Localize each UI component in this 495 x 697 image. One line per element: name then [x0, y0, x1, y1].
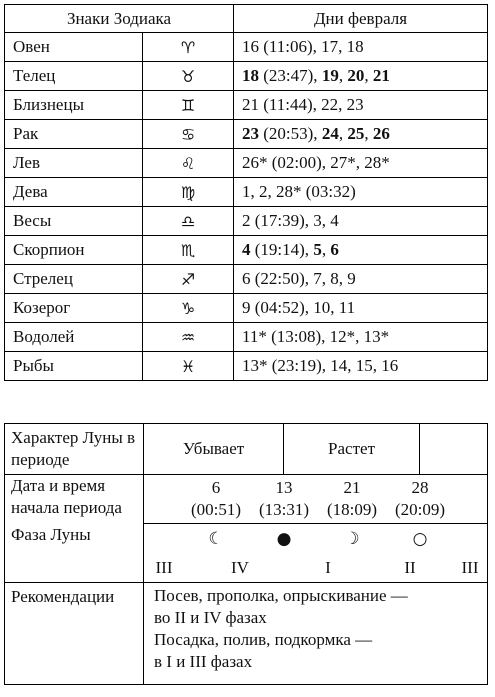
zodiac-sign-header: Знаки Зодиака	[5, 5, 234, 33]
phase-numeral: IV	[231, 558, 249, 577]
waning-cell: Убывает	[144, 424, 284, 475]
zodiac-days	[234, 62, 488, 91]
zodiac-days	[234, 323, 488, 352]
zodiac-sign-name: Весы	[5, 207, 143, 236]
day-text: 11* (13:08), 12*, 13*	[242, 327, 390, 346]
day-text: 26* (02:00), 27*, 28*	[242, 153, 390, 172]
bold-day: 4	[242, 240, 251, 259]
zodiac-row	[5, 236, 488, 265]
moon-phase-symbols	[144, 524, 487, 554]
period-start-row	[5, 475, 488, 524]
day-text: (23:47),	[259, 66, 322, 85]
scorpio-icon: ♏	[180, 240, 196, 260]
moon-character-row	[5, 424, 488, 475]
moon-phase-row	[5, 524, 488, 555]
day-text: 9 (04:52), 10, 11	[242, 298, 356, 317]
sagittarius-icon: ♐	[180, 269, 196, 289]
day-text: 21 (11:44), 22, 23	[242, 95, 364, 114]
zodiac-row	[5, 294, 488, 323]
zodiac-sign-name: Скорпион	[5, 236, 143, 265]
zodiac-sign-name: Телец	[5, 62, 143, 91]
zodiac-days	[234, 294, 488, 323]
day-text: 16 (11:06), 17, 18	[242, 37, 364, 56]
virgo-icon: ♍	[180, 182, 196, 202]
period-dates	[144, 475, 487, 523]
period-day: 28	[411, 478, 429, 497]
zodiac-row	[5, 352, 488, 381]
recommendations-label: Рекомендации	[5, 583, 144, 685]
zodiac-row	[5, 178, 488, 207]
zodiac-sign-name: Рыбы	[5, 352, 143, 381]
zodiac-row	[5, 207, 488, 236]
zodiac-sign-name: Близнецы	[5, 91, 143, 120]
phase-numeral: I	[325, 558, 331, 577]
zodiac-sign-name: Водолей	[5, 323, 143, 352]
zodiac-sign-name: Овен	[5, 33, 143, 62]
period-start	[184, 477, 248, 521]
zodiac-days	[234, 265, 488, 294]
recommendation-line: Посев, прополка, опрыскивание —	[154, 586, 408, 605]
day-text: ,	[364, 66, 373, 85]
period-time: (20:09)	[394, 500, 446, 519]
bold-day: 18	[242, 66, 260, 85]
recommendations-row	[5, 583, 488, 685]
zodiac-row	[5, 33, 488, 62]
phase-label: Фаза Луны	[5, 524, 144, 555]
zodiac-days	[234, 120, 488, 149]
bold-day: 19	[321, 66, 339, 85]
phase-numerals	[144, 554, 487, 582]
zodiac-days	[234, 352, 488, 381]
period-start	[252, 477, 316, 521]
empty-cell	[420, 424, 488, 475]
new-moon-icon: ●	[276, 529, 292, 549]
pisces-icon: ♓	[180, 356, 196, 376]
bold-day: 26	[372, 124, 390, 143]
zodiac-table	[4, 4, 488, 381]
day-text: (20:53),	[259, 124, 322, 143]
zodiac-row	[5, 62, 488, 91]
full-moon-icon: ○	[412, 529, 428, 549]
phase-numeral: III	[461, 558, 479, 577]
zodiac-days	[234, 236, 488, 265]
first-quarter-moon-icon: ☽	[344, 529, 360, 549]
zodiac-sign-name: Лев	[5, 149, 143, 178]
moon-character-label: Характер Луны в периоде	[5, 424, 144, 475]
zodiac-sign-name: Козерог	[5, 294, 143, 323]
capricorn-icon: ♑	[180, 298, 196, 318]
day-text: ,	[321, 240, 331, 259]
recommendations-text	[144, 583, 488, 685]
bold-day: 6	[330, 240, 339, 259]
zodiac-days	[234, 207, 488, 236]
zodiac-row	[5, 323, 488, 352]
day-text: ,	[364, 124, 373, 143]
day-text: 13* (23:19), 14, 15, 16	[242, 356, 399, 375]
zodiac-row	[5, 120, 488, 149]
zodiac-days	[234, 91, 488, 120]
zodiac-row	[5, 149, 488, 178]
bold-day: 5	[313, 240, 322, 259]
libra-icon: ♎	[180, 211, 196, 231]
zodiac-rows	[5, 33, 488, 381]
aquarius-icon: ♒	[180, 327, 196, 347]
day-text: 1, 2, 28* (03:32)	[242, 182, 356, 201]
period-day: 6	[211, 478, 221, 497]
zodiac-sign-name: Стрелец	[5, 265, 143, 294]
period-start	[320, 477, 384, 521]
datetime-label: Дата и время начала периода	[5, 475, 144, 524]
zodiac-sign-name: Дева	[5, 178, 143, 207]
leo-icon: ♌	[180, 153, 196, 173]
zodiac-days	[234, 33, 488, 62]
day-text: (19:14),	[250, 240, 314, 259]
period-time: (18:09)	[326, 500, 378, 519]
bold-day: 21	[372, 66, 390, 85]
zodiac-sign-name: Рак	[5, 120, 143, 149]
zodiac-row	[5, 265, 488, 294]
bold-day: 23	[242, 124, 260, 143]
period-time: (13:31)	[258, 500, 310, 519]
bold-day: 24	[321, 124, 339, 143]
day-text: ,	[338, 124, 348, 143]
recommendation-line: Посадка, полив, подкормка —	[154, 630, 373, 649]
aries-icon: ♈	[180, 37, 196, 57]
days-header: Дни февраля	[234, 5, 488, 33]
phase-numeral: III	[155, 558, 173, 577]
recommendation-line: в I и III фазах	[154, 652, 253, 671]
taurus-icon: ♉	[180, 66, 196, 86]
phase-numeral-row	[5, 554, 488, 583]
day-text: 6 (22:50), 7, 8, 9	[242, 269, 356, 288]
last-quarter-moon-icon: ☾	[208, 529, 224, 549]
day-text: 2 (17:39), 3, 4	[242, 211, 339, 230]
period-time: (00:51)	[190, 500, 242, 519]
cancer-icon: ♋	[180, 124, 196, 144]
period-start	[388, 477, 452, 521]
recommendation-line: во II и IV фазах	[154, 608, 267, 627]
zodiac-row	[5, 91, 488, 120]
day-text: ,	[338, 66, 348, 85]
moon-phase-table	[4, 423, 488, 685]
phase-numeral: II	[404, 558, 416, 577]
waxing-cell: Растет	[284, 424, 420, 475]
period-day: 21	[343, 478, 361, 497]
gemini-icon: ♊	[180, 95, 196, 115]
zodiac-days	[234, 149, 488, 178]
bold-day: 25	[347, 124, 365, 143]
zodiac-days	[234, 178, 488, 207]
zodiac-header-row	[5, 5, 488, 33]
bold-day: 20	[347, 66, 365, 85]
period-day: 13	[275, 478, 293, 497]
